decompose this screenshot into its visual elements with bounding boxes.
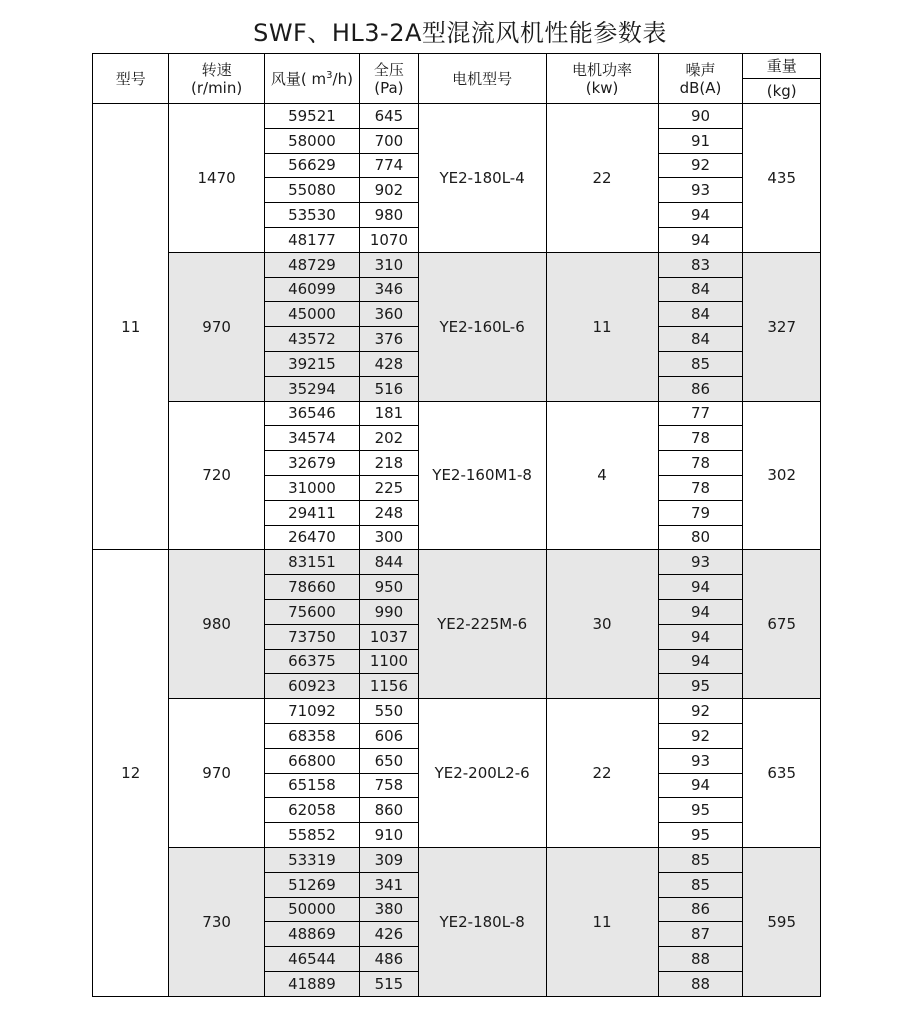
pressure-cell: 606: [360, 723, 419, 748]
noise-cell: 92: [658, 153, 743, 178]
flow-cell: 45000: [264, 302, 359, 327]
pressure-cell: 346: [360, 277, 419, 302]
flow-cell: 39215: [264, 351, 359, 376]
pressure-cell: 248: [360, 500, 419, 525]
table-row: [93, 104, 821, 129]
noise-cell: 78: [658, 475, 743, 500]
noise-cell: 88: [658, 971, 743, 996]
pressure-cell: 774: [360, 153, 419, 178]
noise-cell: 94: [658, 203, 743, 228]
noise-cell: 88: [658, 947, 743, 972]
header-weight: 重量: [743, 54, 821, 79]
flow-cell: 68358: [264, 723, 359, 748]
motor-cell: YE2-160L-6: [418, 252, 546, 401]
speed-cell: 970: [169, 699, 264, 848]
weight-cell: 327: [743, 252, 821, 401]
flow-cell: 78660: [264, 575, 359, 600]
noise-cell: 94: [658, 773, 743, 798]
pressure-cell: 428: [360, 351, 419, 376]
table-row: [93, 699, 821, 724]
flow-cell: 36546: [264, 401, 359, 426]
pressure-cell: 844: [360, 550, 419, 575]
noise-cell: 90: [658, 104, 743, 129]
noise-cell: 92: [658, 723, 743, 748]
power-cell: 22: [546, 104, 658, 253]
header-pressure: 全压 (Pa): [360, 54, 419, 104]
pressure-cell: 300: [360, 525, 419, 550]
flow-cell: 46544: [264, 947, 359, 972]
pressure-cell: 758: [360, 773, 419, 798]
noise-cell: 87: [658, 922, 743, 947]
motor-cell: YE2-160M1-8: [418, 401, 546, 550]
pressure-cell: 1100: [360, 649, 419, 674]
header-flow: 风量( $m^3/h$): [264, 54, 359, 104]
noise-cell: 80: [658, 525, 743, 550]
weight-cell: 302: [743, 401, 821, 550]
noise-cell: 83: [658, 252, 743, 277]
noise-cell: 95: [658, 674, 743, 699]
speed-cell: 980: [169, 550, 264, 699]
pressure-cell: 486: [360, 947, 419, 972]
power-cell: 30: [546, 550, 658, 699]
noise-cell: 94: [658, 599, 743, 624]
noise-cell: 94: [658, 649, 743, 674]
flow-cell: 43572: [264, 327, 359, 352]
pressure-cell: 426: [360, 922, 419, 947]
pressure-cell: 225: [360, 475, 419, 500]
header-power: 电机功率 (kw): [546, 54, 658, 104]
pressure-cell: 990: [360, 599, 419, 624]
motor-cell: YE2-180L-8: [418, 847, 546, 996]
noise-cell: 78: [658, 451, 743, 476]
power-cell: 11: [546, 252, 658, 401]
flow-cell: 58000: [264, 128, 359, 153]
pressure-cell: 550: [360, 699, 419, 724]
noise-cell: 85: [658, 872, 743, 897]
pressure-cell: 1037: [360, 624, 419, 649]
speed-cell: 1470: [169, 104, 264, 253]
noise-cell: 86: [658, 897, 743, 922]
flow-cell: 75600: [264, 599, 359, 624]
noise-cell: 92: [658, 699, 743, 724]
flow-cell: 48869: [264, 922, 359, 947]
flow-cell: 53530: [264, 203, 359, 228]
speed-cell: 970: [169, 252, 264, 401]
flow-cell: 41889: [264, 971, 359, 996]
pressure-cell: 700: [360, 128, 419, 153]
noise-cell: 95: [658, 823, 743, 848]
header-weight-unit: (kg): [743, 79, 821, 104]
performance-table: [92, 53, 821, 997]
table-row: [93, 847, 821, 872]
noise-cell: 78: [658, 426, 743, 451]
noise-cell: 79: [658, 500, 743, 525]
noise-cell: 94: [658, 624, 743, 649]
pressure-cell: 376: [360, 327, 419, 352]
noise-cell: 94: [658, 575, 743, 600]
flow-cell: 48177: [264, 227, 359, 252]
header-model: 型号: [93, 54, 169, 104]
flow-cell: 73750: [264, 624, 359, 649]
flow-cell: 59521: [264, 104, 359, 129]
flow-cell: 55852: [264, 823, 359, 848]
pressure-cell: 650: [360, 748, 419, 773]
flow-cell: 29411: [264, 500, 359, 525]
weight-cell: 675: [743, 550, 821, 699]
noise-cell: 86: [658, 376, 743, 401]
motor-cell: YE2-180L-4: [418, 104, 546, 253]
flow-cell: 51269: [264, 872, 359, 897]
flow-cell: 66375: [264, 649, 359, 674]
flow-cell: 55080: [264, 178, 359, 203]
motor-cell: YE2-225M-6: [418, 550, 546, 699]
flow-cell: 46099: [264, 277, 359, 302]
noise-cell: 77: [658, 401, 743, 426]
noise-cell: 85: [658, 351, 743, 376]
pressure-cell: 380: [360, 897, 419, 922]
flow-cell: 32679: [264, 451, 359, 476]
table-row: [93, 252, 821, 277]
flow-cell: 83151: [264, 550, 359, 575]
pressure-cell: 360: [360, 302, 419, 327]
header-speed: 转速 (r/min): [169, 54, 264, 104]
flow-cell: 34574: [264, 426, 359, 451]
table-body: [93, 104, 821, 997]
pressure-cell: 860: [360, 798, 419, 823]
pressure-cell: 515: [360, 971, 419, 996]
flow-cell: 62058: [264, 798, 359, 823]
pressure-cell: 1070: [360, 227, 419, 252]
noise-cell: 91: [658, 128, 743, 153]
pressure-cell: 218: [360, 451, 419, 476]
flow-cell: 50000: [264, 897, 359, 922]
noise-cell: 93: [658, 748, 743, 773]
weight-cell: 435: [743, 104, 821, 253]
noise-cell: 95: [658, 798, 743, 823]
noise-cell: 94: [658, 227, 743, 252]
pressure-cell: 902: [360, 178, 419, 203]
pressure-cell: 309: [360, 847, 419, 872]
pressure-cell: 341: [360, 872, 419, 897]
power-cell: 4: [546, 401, 658, 550]
table-row: [93, 550, 821, 575]
header-motor: 电机型号: [418, 54, 546, 104]
noise-cell: 93: [658, 178, 743, 203]
flow-cell: 31000: [264, 475, 359, 500]
pressure-cell: 310: [360, 252, 419, 277]
pressure-cell: 645: [360, 104, 419, 129]
pressure-cell: 910: [360, 823, 419, 848]
flow-cell: 60923: [264, 674, 359, 699]
noise-cell: 85: [658, 847, 743, 872]
flow-cell: 48729: [264, 252, 359, 277]
pressure-cell: 202: [360, 426, 419, 451]
flow-cell: 71092: [264, 699, 359, 724]
flow-cell: 35294: [264, 376, 359, 401]
weight-cell: 635: [743, 699, 821, 848]
weight-cell: 595: [743, 847, 821, 996]
power-cell: 22: [546, 699, 658, 848]
noise-cell: 93: [658, 550, 743, 575]
flow-cell: 65158: [264, 773, 359, 798]
header-noise: 噪声 dB(A): [658, 54, 743, 104]
speed-cell: 720: [169, 401, 264, 550]
pressure-cell: 181: [360, 401, 419, 426]
noise-cell: 84: [658, 277, 743, 302]
flow-cell: 56629: [264, 153, 359, 178]
flow-cell: 53319: [264, 847, 359, 872]
flow-cell: 26470: [264, 525, 359, 550]
page-title: SWF、HL3-2A型混流风机性能参数表: [253, 19, 667, 47]
model-cell: 11: [93, 104, 169, 550]
pressure-cell: 516: [360, 376, 419, 401]
model-cell: 12: [93, 550, 169, 996]
speed-cell: 730: [169, 847, 264, 996]
power-cell: 11: [546, 847, 658, 996]
pressure-cell: 950: [360, 575, 419, 600]
table-row: [93, 401, 821, 426]
pressure-cell: 1156: [360, 674, 419, 699]
noise-cell: 84: [658, 327, 743, 352]
motor-cell: YE2-200L2-6: [418, 699, 546, 848]
flow-cell: 66800: [264, 748, 359, 773]
noise-cell: 84: [658, 302, 743, 327]
pressure-cell: 980: [360, 203, 419, 228]
